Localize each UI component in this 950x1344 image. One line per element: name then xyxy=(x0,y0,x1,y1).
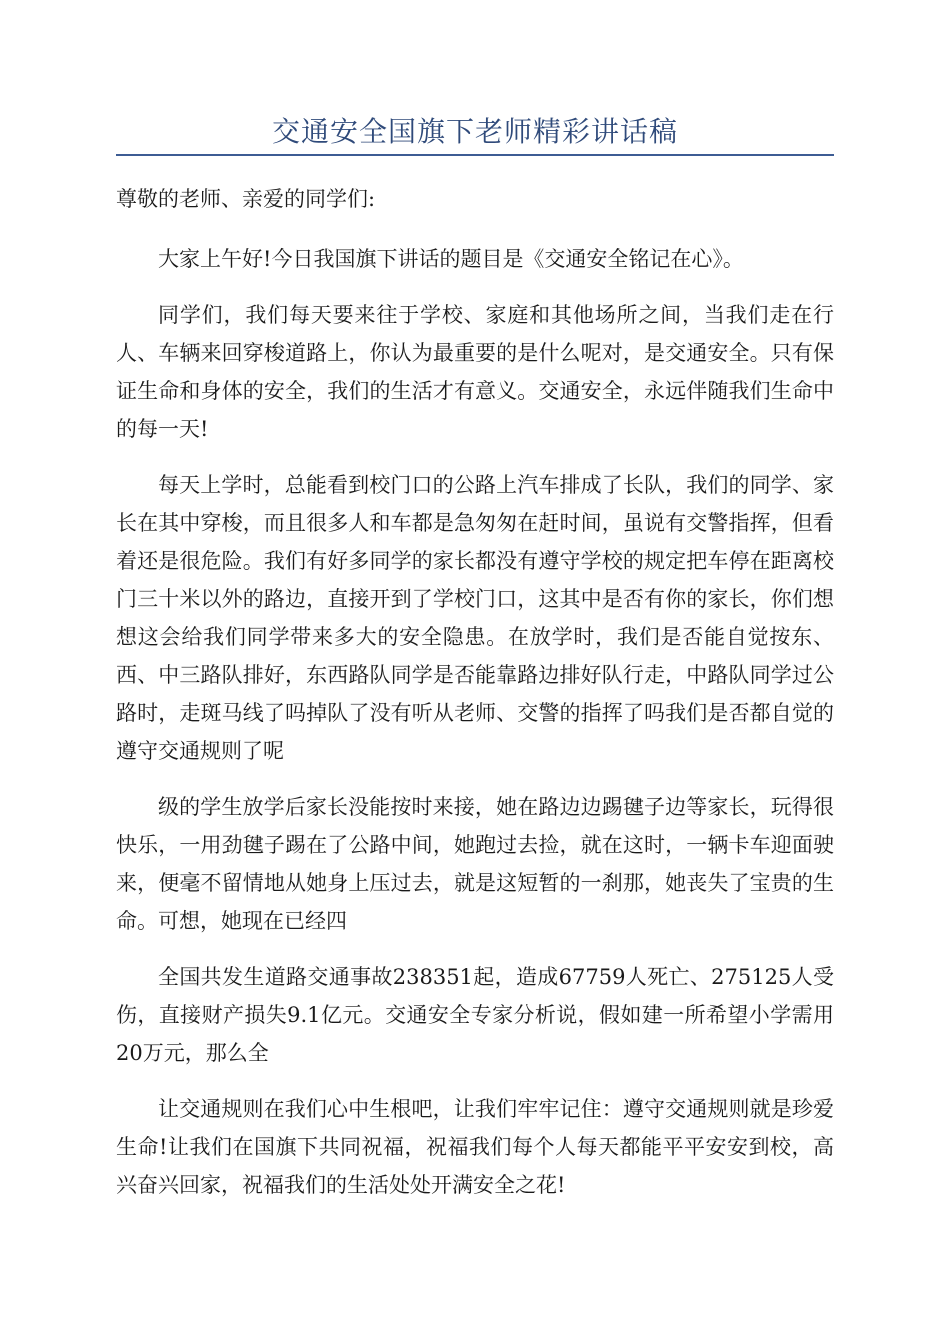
paragraph-safety-importance: 同学们，我们每天要来往于学校、家庭和其他场所之间，当我们走在行人、车辆来回穿梭道路上，你认为最重要的是什么呢对，是交通安全。只有保证生命和身体的安全，我们的生活才有意义。交通安全，永远伴随我们生命中的每一天! xyxy=(116,303,834,441)
title-underline xyxy=(116,154,834,156)
paragraph-greeting: 大家上午好!今日我国旗下讲话的题目是《交通安全铭记在心》。 xyxy=(158,247,744,271)
paragraph-school-gate: 每天上学时，总能看到校门口的公路上汽车排成了长队，我们的同学、家长在其中穿梭，而且很多人和车都是急匆匆在赶时间，虽说有交警指挥，但看着还是很危险。我们有好多同学的家长都没有遵守学校的规定把车停在距离校门三十米以外的路边，直接开到了学校门口，这其中是否有你的家长，你们想想这会给我们同学带来多大的安全隐患。在放学时，我们是否能自觉按东、西、中三路队排好，东西路队同学是否能靠路边排好队行走，中路队同学过公路时，走斑马线了吗掉队了没有听从老师、交警的指挥了吗我们是否都自觉的遵守交通规则了呢 xyxy=(116,473,834,763)
paragraph-accident-story: 级的学生放学后家长没能按时来接，她在路边边踢毽子边等家长，玩得很快乐，一用劲毽子踢在了公路中间，她跑过去捡，就在这时，一辆卡车迎面驶来，便毫不留情地从她身上压过去，就是这短暂的一刹那，她丧失了宝贵的生命。可想，她现在已经四 xyxy=(116,795,834,933)
document-page xyxy=(116,0,834,1204)
document-title: 交通安全国旗下老师精彩讲话稿 xyxy=(271,115,678,148)
salutation: 尊敬的老师、亲爱的同学们: xyxy=(116,187,376,211)
paragraph-closing: 让交通规则在我们心中生根吧，让我们牢牢记住：遵守交通规则就是珍爱生命!让我们在国旗下共同祝福，祝福我们每个人每天都能平平安安到校，高兴奋兴回家，祝福我们的生活处处开满安全之花! xyxy=(116,1097,834,1197)
paragraph-statistics: 全国共发生道路交通事故238351起，造成67759人死亡、275125人受伤，直接财产损失9.1亿元。交通安全专家分析说，假如建一所希望小学需用20万元，那么全 xyxy=(116,965,834,1065)
